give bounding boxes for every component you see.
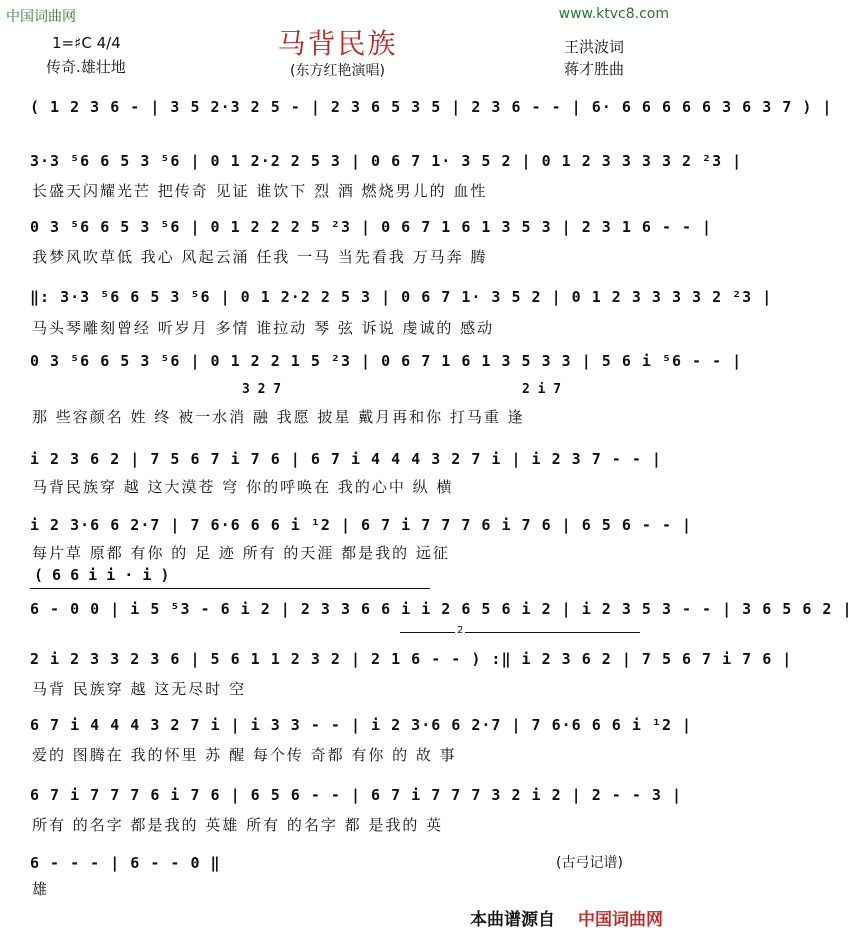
notation-row-3: 0 3 ⁵6 6 5 3 ⁵6 | 0 1 2 2 2 5 ²3 | 0 6 7 1 6 1 3 5 3 | 2 3 1 6 - - | bbox=[30, 218, 713, 236]
notation-row-10: 6 7 i 4 4 4 3 2 7 i | i 3 3 - - | i 2 3·6 6 2·7 | 7 6·6 6 6 i ¹2 | bbox=[30, 716, 693, 734]
lyrics-row-3: 我梦风吹草低 我心 风起云涌 任我 一马 当先看我 万马奔 腾 bbox=[32, 248, 488, 266]
lyrics-row-12: 雄 bbox=[32, 880, 50, 898]
footer-source-label: 本曲谱源自 bbox=[470, 910, 555, 930]
lyrics-row-11: 所有 的名字 都是我的 英雄 所有 的名字 都 是我的 英 bbox=[32, 816, 444, 834]
notation-row-11: 6 7 i 7 7 7 6 i 7 6 | 6 5 6 - - | 6 7 i 7 7 7 3 2 i 2 | 2 - - 3 | bbox=[30, 786, 682, 804]
key-signature: 1=♯C 4/4 bbox=[52, 34, 121, 52]
notation-row-5: 0 3 ⁵6 6 5 3 ⁵6 | 0 1 2 2 1 5 ²3 | 0 6 7 1 6 1 3 5 3 3 | 5 6 i ⁵6 - - | bbox=[30, 352, 743, 370]
lyrics-row-6: 马背民族穿 越 这大漠苍 穹 你的呼唤在 我的心中 纵 横 bbox=[32, 478, 454, 496]
sub-notes-row-5-left: 3 2 7 bbox=[242, 382, 282, 397]
song-title: 马背民族 bbox=[277, 27, 398, 60]
sub-notes-row-5-right: 2 i 7 bbox=[522, 382, 562, 397]
tempo-marking: 传奇.雄壮地 bbox=[46, 58, 126, 76]
transcriber-note: (古弓记谱) bbox=[556, 855, 623, 871]
volta-number: 2 bbox=[457, 625, 464, 636]
bracket-notes-row-7: ( 6 6 i i · i ) bbox=[34, 566, 170, 584]
notation-row-6: i 2 3 6 2 | 7 5 6 7 i 7 6 | 6 7 i 4 4 4 3 2 7 i | i 2 3 7 - - | bbox=[30, 450, 662, 468]
composer-credit: 蒋才胜曲 bbox=[564, 60, 625, 78]
site-url-top-right[interactable]: www.ktvc8.com bbox=[558, 6, 669, 22]
notation-row-4: ‖: 3·3 ⁵6 6 5 3 ⁵6 | 0 1 2·2 2 5 3 | 0 6 7 1· 3 5 2 | 0 1 2 3 3 3 3 2 ²3 | bbox=[30, 288, 773, 306]
lyrics-row-4: 马头琴雕刻曾经 听岁月 多情 谁拉动 琴 弦 诉说 虔诚的 感动 bbox=[32, 319, 495, 337]
bracket-line bbox=[30, 588, 430, 589]
volta-line bbox=[400, 632, 640, 633]
lyrics-row-2: 长盛天闪耀光芒 把传奇 见证 谁饮下 烈 酒 燃烧男儿的 血性 bbox=[32, 182, 488, 200]
notation-row-2: 3·3 ⁵6 6 5 3 ⁵6 | 0 1 2·2 2 5 3 | 0 6 7 1· 3 5 2 | 0 1 2 3 3 3 3 2 ²3 | bbox=[30, 152, 743, 170]
notation-row-9: 2 i 2 3 3 2 3 6 | 5 6 1 1 2 3 2 | 2 1 6 - - ) :‖ i 2 3 6 2 | 7 5 6 7 i 7 6 | bbox=[30, 650, 793, 668]
lyrics-row-10: 爱的 图腾在 我的怀里 苏 醒 每个传 奇都 有你 的 故 事 bbox=[32, 746, 457, 764]
footer-site-link[interactable]: 中国词曲网 bbox=[578, 910, 663, 930]
notation-row-12: 6 - - - | 6 - - 0 ‖ bbox=[30, 854, 221, 872]
site-logo-top-left[interactable]: 中国词曲网 bbox=[6, 9, 76, 25]
notation-row-8: 6 - 0 0 | i 5 ⁵3 - 6 i 2 | 2 3 3 6 6 i i 2 6 5 6 i 2 | i 2 3 5 3 - - | 3 6 5 6 2 | bbox=[30, 600, 853, 618]
lyricist-credit: 王洪波词 bbox=[564, 38, 625, 56]
notation-row-7: i 2 3·6 6 2·7 | 7 6·6 6 6 i ¹2 | 6 7 i 7 7 7 6 i 7 6 | 6 5 6 - - | bbox=[30, 516, 693, 534]
notation-row-1: ( 1 2 3 6 - | 3 5 2·3 2 5 - | 2 3 6 5 3 5 | 2 3 6 - - | 6· 6 6 6 6 6 3 6 3 7 ) | bbox=[30, 98, 833, 116]
lyrics-row-7: 每片草 原都 有你 的 足 迹 所有 的天涯 都是我的 远征 bbox=[32, 544, 450, 562]
singer-credit: (东方红艳演唱) bbox=[290, 63, 385, 79]
lyrics-row-9: 马背 民族穿 越 这无尽时 空 bbox=[32, 680, 247, 698]
lyrics-row-5: 那 些容颜名 姓 终 被一水消 融 我愿 披星 戴月再和你 打马重 逢 bbox=[32, 408, 525, 426]
